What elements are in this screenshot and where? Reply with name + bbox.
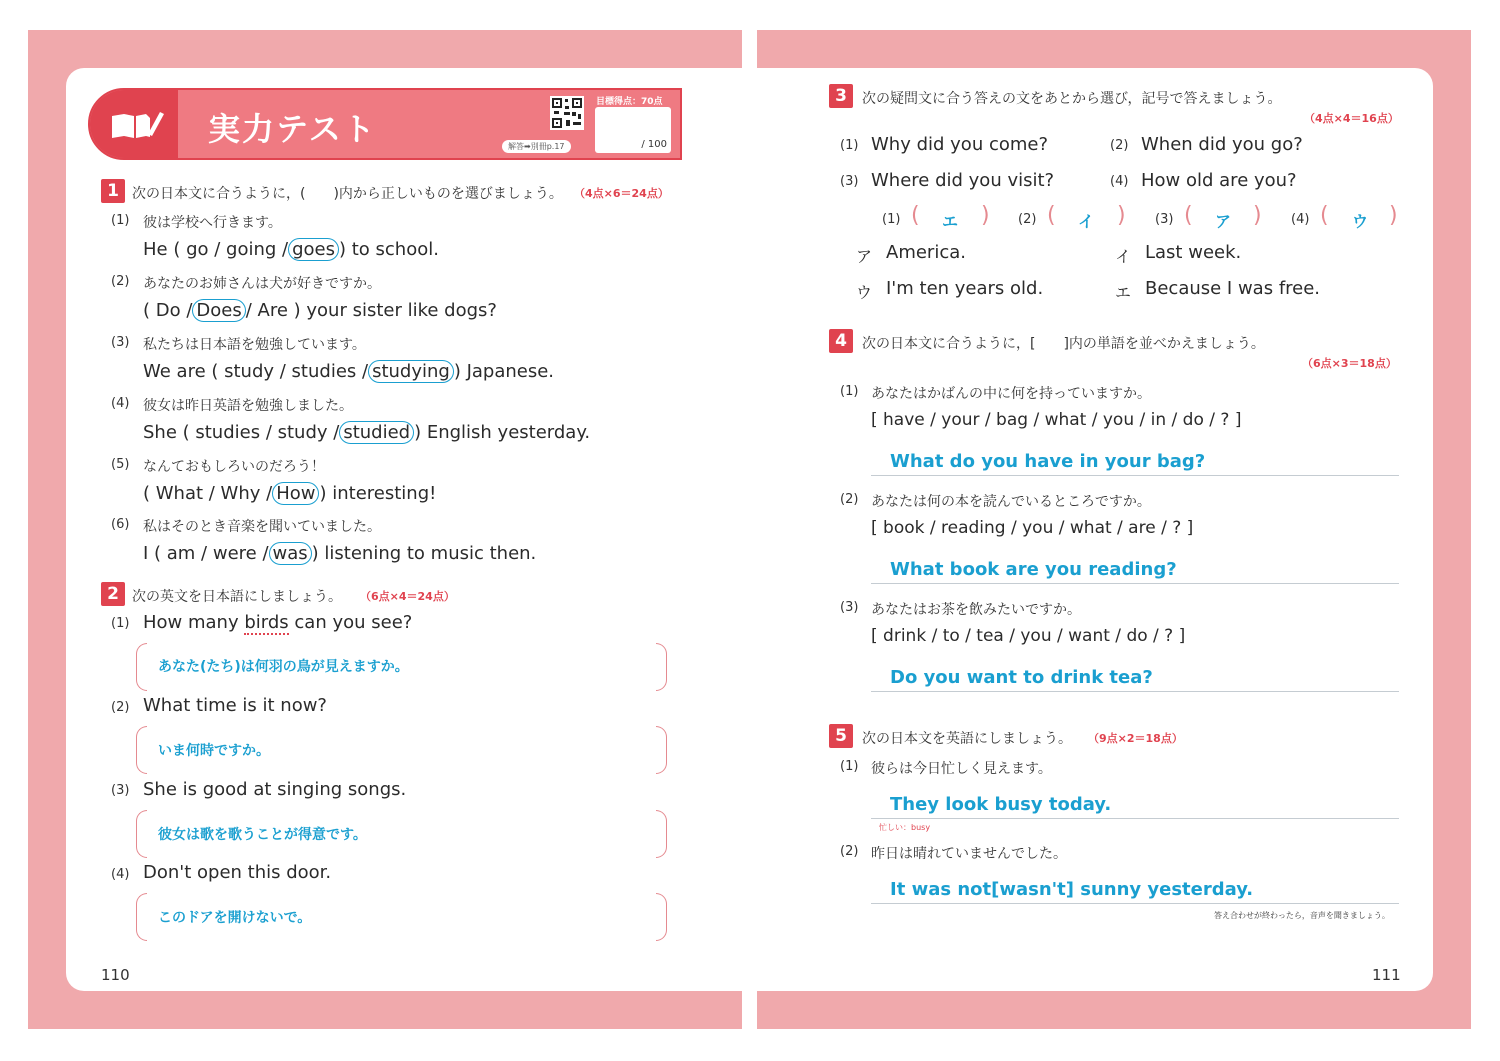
s5-item-number: (1) [840,759,859,774]
s3-answer-number: (3) [1155,212,1174,227]
page-number-right: 111 [1372,966,1401,984]
s4-item-words: [ have / your / bag / what / you / in / do / ? ] [871,410,1242,430]
circled-answer: How [272,482,319,505]
s1-item-number: (4) [111,396,130,411]
section-1-points: （4点×6＝24点） [574,187,669,200]
s4-item-japanese: あなたはかばんの中に何を持っていますか。 [871,386,1151,402]
section-4-points: （6点×3＝18点） [1302,357,1397,370]
s1-item-number: (2) [111,274,130,289]
section-3-points: （4点×4＝16点） [1304,112,1399,125]
section-4-badge: 4 [829,329,853,353]
s3-choice: Last week. [1145,242,1242,263]
underlined-word: birds [244,612,289,633]
book-pencil-icon [110,108,164,142]
s3-question: How old are you? [1141,170,1297,191]
s2-item-number: (2) [111,700,130,715]
s5-hint: 忙しい：busy [879,823,931,832]
answer-bracket-close: ) [1253,203,1262,228]
answer-reference: 解答➡別冊p.17 [502,140,571,153]
s2-answer: いま何時ですか。 [158,743,270,759]
answer-paren-left [136,893,147,941]
section-1-instruction: 次の日本文に合うように，( )内から正しいものを選びましょう。 [132,186,563,202]
s3-answer-value: エ [942,212,959,231]
s4-item-words: [ drink / to / tea / you / want / do / ? ] [871,626,1186,646]
s4-item-words: [ book / reading / you / what / are / ? ] [871,518,1194,538]
section-2-instruction: 次の英文を日本語にしましょう。 [132,589,342,605]
s4-item-japanese: あなたはお茶を飲みたいですか。 [871,602,1081,618]
s3-question-number: (1) [840,138,859,153]
s1-item-japanese: 彼は学校へ行きます。 [143,215,282,231]
s4-item-number: (2) [840,492,859,507]
answer-bracket-open: ( [1320,203,1329,228]
section-3-instruction: 次の疑問文に合う答えの文をあとから選び，記号で答えましょう。 [862,91,1282,107]
s1-item-english: He ( go / going / goes ) to school. [143,239,439,260]
s4-answer: What book are you reading? [890,559,1177,580]
answer-bracket-close: ) [1117,203,1126,228]
section-5-instruction: 次の日本文を英語にしましょう。 [862,731,1072,747]
s1-item-japanese: あなたのお姉さんは犬が好きですか。 [143,276,381,292]
s1-item-number: (5) [111,457,130,472]
s1-item-number: (6) [111,517,130,532]
s2-answer: このドアを開けないで。 [158,910,312,926]
book-pencil-icon-box [90,90,178,160]
s1-item-japanese: なんておもしろいのだろう！ [143,459,325,475]
page-number-left: 110 [101,966,130,984]
s5-item-japanese: 昨日は晴れていませんでした。 [871,846,1067,862]
s1-item-number: (3) [111,335,130,350]
answer-line [871,903,1399,904]
s3-choice: I'm ten years old. [886,278,1044,299]
score-total: / 100 [641,139,667,150]
s1-item-english: I ( am / were / was ) listening to music then. [143,543,537,564]
circled-answer: was [269,542,312,565]
answer-bracket-close: ) [1389,203,1398,228]
s3-question-number: (3) [840,174,859,189]
s3-choice-key: ウ [856,283,873,302]
s4-answer: Do you want to drink tea? [890,667,1153,688]
s2-answer: 彼女は歌を歌うことが得意です。 [158,827,367,843]
answer-paren-left [136,810,147,858]
s2-answer: あなた(たち)は何羽の鳥が見えますか。 [158,659,409,675]
section-5-points: （9点×2＝18点） [1088,732,1183,745]
s2-item-number: (1) [111,616,130,631]
answer-bracket-close: ) [981,203,990,228]
s1-item-japanese: 私はそのとき音楽を聞いていました。 [143,519,381,535]
s5-item-japanese: 彼らは今日忙しく見えます。 [871,761,1052,777]
s1-item-english: ( Do / Does / Are ) your sister like dogs? [143,300,497,321]
section-5-badge: 5 [829,724,853,748]
s1-item-english: ( What / Why / How ) interesting! [143,483,437,504]
answer-line [871,583,1399,584]
answer-paren-right [656,643,667,691]
s3-question-number: (4) [1110,174,1129,189]
answer-paren-left [136,726,147,774]
answer-bracket-open: ( [911,203,920,228]
s3-answer-number: (4) [1291,212,1310,227]
section-2-badge: 2 [101,582,125,606]
s1-item-english: We are ( study / studies / studying ) Japanese. [143,361,555,382]
page-title: 実力テスト [208,110,377,148]
s5-answer: It was not[wasn't] sunny yesterday. [890,879,1254,900]
s3-answer-number: (1) [882,212,901,227]
answer-paren-right [656,893,667,941]
s3-question: When did you go? [1141,134,1303,155]
title-banner [88,88,682,160]
s3-choice-key: エ [1115,283,1132,302]
s2-item-number: (4) [111,867,130,882]
audio-footnote: 答え合わせが終わったら，音声を聞きましょう。 [1214,911,1390,920]
circled-answer: goes [288,238,339,261]
qr-code-icon [550,96,584,130]
section-2-points: （6点×4＝24点） [360,590,455,603]
s4-item-japanese: あなたは何の本を読んでいるところですか。 [871,494,1151,510]
s1-item-number: (1) [111,213,130,228]
target-score-label: 目標得点：70点 [596,97,663,107]
s3-answer-number: (2) [1018,212,1037,227]
s3-answer-value: ア [1215,212,1232,231]
s4-answer: What do you have in your bag? [890,451,1206,472]
section-3-badge: 3 [829,84,853,108]
s1-item-japanese: 彼女は昨日英語を勉強しました。 [143,398,353,414]
s2-item-english: How many birds can you see? [143,612,413,633]
s1-item-japanese: 私たちは日本語を勉強しています。 [143,337,366,353]
s2-item-number: (3) [111,783,130,798]
s3-choice-key: イ [1115,247,1132,266]
s1-item-english: She ( studies / study / studied ) English yesterday. [143,422,591,443]
answer-paren-right [656,726,667,774]
s4-item-number: (1) [840,384,859,399]
s3-choice-key: ア [856,247,873,266]
s2-item-english: She is good at singing songs. [143,779,407,800]
answer-line [871,691,1399,692]
s3-answer-value: イ [1078,212,1095,231]
answer-bracket-open: ( [1047,203,1056,228]
s3-answer-value: ウ [1352,212,1369,231]
s2-item-english: What time is it now? [143,695,327,716]
s3-choice: Because I was free. [1145,278,1321,299]
answer-paren-left [136,643,147,691]
section-4-instruction: 次の日本文に合うように，[ ]内の単語を並べかえましょう。 [862,336,1265,352]
s3-question: Why did you come? [871,134,1049,155]
answer-bracket-open: ( [1184,203,1193,228]
section-1-badge: 1 [101,179,125,203]
s3-question: Where did you visit? [871,170,1055,191]
s4-item-number: (3) [840,600,859,615]
s2-item-english: Don't open this door. [143,862,332,883]
circled-answer: Does [192,299,245,322]
answer-line [871,475,1399,476]
score-box[interactable] [595,107,671,153]
s5-item-number: (2) [840,844,859,859]
s3-choice: America. [886,242,966,263]
s5-answer: They look busy today. [890,794,1112,815]
answer-line [871,818,1399,819]
answer-paren-right [656,810,667,858]
circled-answer: studied [339,421,414,444]
circled-answer: studying [368,360,454,383]
s3-question-number: (2) [1110,138,1129,153]
